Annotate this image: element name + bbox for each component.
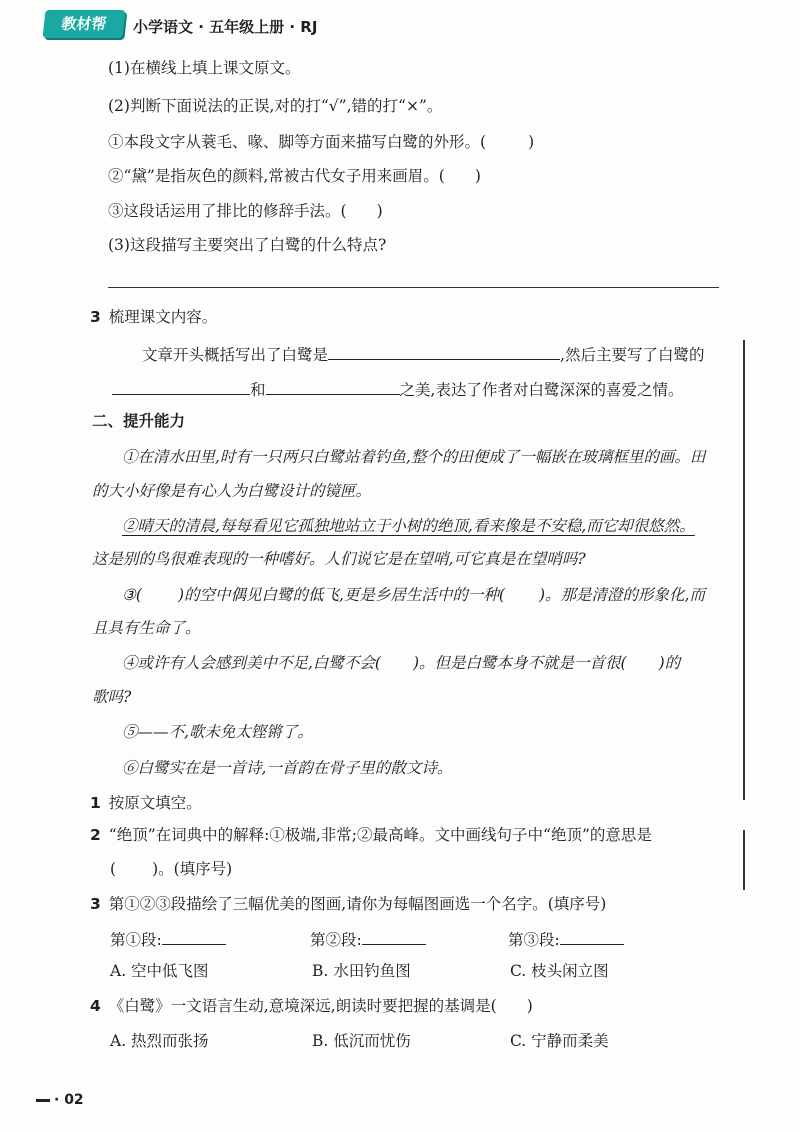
paren-close: )	[528, 133, 535, 151]
fill-blank[interactable]	[362, 928, 426, 945]
passage-text: )。但是白鹭本身不就是一首很(	[412, 654, 627, 672]
passage-text: )的	[658, 654, 681, 672]
passage-paragraph-3-cont: 且具有生命了。	[92, 619, 201, 637]
section-number: 3	[90, 308, 101, 326]
question-number: 4	[90, 997, 101, 1015]
paren-close: )	[526, 997, 533, 1015]
passage-paragraph-2-cont: 这是别的鸟很难表现的一种嗜好。人们说它是在望哨,可它真是在望哨吗?	[92, 550, 586, 568]
question-4	[90, 995, 533, 1017]
brand-logo: 教材帮	[43, 10, 126, 38]
judge-item-text: ③这段话运用了排比的修辞手法。(	[108, 202, 347, 220]
section-title: 梳理课文内容。	[108, 308, 218, 326]
q4-choice-c: C. 宁静而柔美	[510, 1032, 609, 1050]
q3-option-1	[110, 928, 226, 951]
question-text: 按原文填空。	[108, 794, 202, 812]
q3-choice-c: C. 枝头闲立图	[510, 962, 609, 980]
question-2	[90, 824, 652, 846]
option-label: 第③段:	[508, 931, 560, 949]
paren-close: )	[474, 167, 481, 185]
question-instruction-1: (1)在横线上填上课文原文。	[108, 59, 301, 77]
fill-text: ,然后主要写了白鹭的	[560, 346, 705, 364]
q4-choice-b: B. 低沉而忧伤	[312, 1032, 411, 1050]
section-3-heading	[90, 306, 217, 328]
judge-item-text: ①本段文字从蓑毛、喙、脚等方面来描写白鹭的外形。(	[108, 133, 487, 151]
question-2-answer	[110, 858, 232, 880]
passage-text: )的空中偶见白鹭的低飞,更是乡居生活中的一种(	[177, 586, 505, 604]
judge-item-text: ②“黛”是指灰色的颜料,常被古代女子用来画眉。(	[108, 167, 445, 185]
question-number: 3	[90, 895, 101, 913]
page-binding-line	[743, 340, 745, 800]
question-number: 1	[90, 794, 101, 812]
passage-paragraph-2-underlined: ②晴天的清晨,每每看见它孤独地站立于小树的绝顶,看来像是不安稳,而它却很悠然。	[122, 517, 695, 535]
q4-choice-a: A. 热烈而张扬	[110, 1032, 209, 1050]
fill-line-2	[112, 378, 683, 401]
passage-text: ④或许有人会感到美中不足,白鹭不会(	[122, 654, 381, 672]
question-text: )。(填序号)	[152, 860, 233, 878]
q3-choice-b: B. 水田钓鱼图	[312, 962, 411, 980]
page-footer	[36, 1092, 84, 1108]
judge-item-1	[108, 131, 534, 153]
passage-paragraph-6: ⑥白鹭实在是一首诗,一首韵在骨子里的散文诗。	[122, 759, 453, 777]
passage-paragraph-1: ①在清水田里,时有一只两只白鹭站着钓鱼,整个的田便成了一幅嵌在玻璃框里的画。田	[122, 448, 706, 466]
q3-option-2	[310, 928, 426, 951]
fill-blank[interactable]	[266, 378, 400, 395]
page-binding-line	[743, 830, 745, 890]
question-text: “绝顶”在词典中的解释:①极端,非常;②最高峰。文中画线句子中“绝顶”的意思是	[108, 826, 652, 844]
option-label: 第②段:	[310, 931, 362, 949]
answer-line[interactable]	[108, 287, 719, 288]
fill-blank[interactable]	[328, 343, 560, 360]
question-instruction-2: (2)判断下面说法的正误,对的打“√”,错的打“×”。	[108, 97, 443, 115]
page-number: · 02	[54, 1092, 84, 1108]
fill-text: 和	[250, 381, 266, 399]
fill-line-1	[142, 343, 704, 366]
question-text: 《白鹭》一文语言生动,意境深远,朗读时要把握的基调是(	[108, 997, 497, 1015]
fill-blank[interactable]	[112, 378, 250, 395]
question-text: 第①②③段描绘了三幅优美的图画,请你为每幅图画选一个名字。(填序号)	[108, 895, 607, 913]
fill-blank[interactable]	[162, 928, 226, 945]
footer-dash	[36, 1099, 50, 1102]
part-2-heading: 二、提升能力	[92, 411, 186, 430]
paren-close: )	[376, 202, 383, 220]
fill-text: 之美,表达了作者对白鹭深深的喜爱之情。	[399, 381, 684, 399]
passage-text: ③(	[122, 586, 142, 604]
q3-choice-a: A. 空中低飞图	[110, 962, 209, 980]
question-1	[90, 792, 202, 814]
passage-paragraph-5: ⑤——不,歌未免太铿锵了。	[122, 723, 313, 741]
question-3	[90, 893, 606, 915]
passage-paragraph-3	[122, 584, 705, 606]
option-label: 第①段:	[110, 931, 162, 949]
question-instruction-3: (3)这段描写主要突出了白鹭的什么特点?	[108, 236, 387, 254]
passage-text: )。那是清澄的形象化,而	[538, 586, 705, 604]
page-header-title: 小学语文 · 五年级上册 · RJ	[133, 18, 318, 36]
q3-option-3	[508, 928, 624, 951]
passage-paragraph-4-cont: 歌吗?	[92, 688, 132, 706]
judge-item-2	[108, 165, 481, 187]
fill-blank[interactable]	[560, 928, 624, 945]
passage-paragraph-4	[122, 652, 680, 674]
fill-text: 文章开头概括写出了白鹭是	[142, 346, 329, 364]
passage-paragraph-1-cont: 的大小好像是有心人为白鹭设计的镜匣。	[92, 482, 372, 500]
judge-item-3	[108, 200, 383, 222]
question-number: 2	[90, 826, 101, 844]
paren-open: (	[110, 860, 117, 878]
